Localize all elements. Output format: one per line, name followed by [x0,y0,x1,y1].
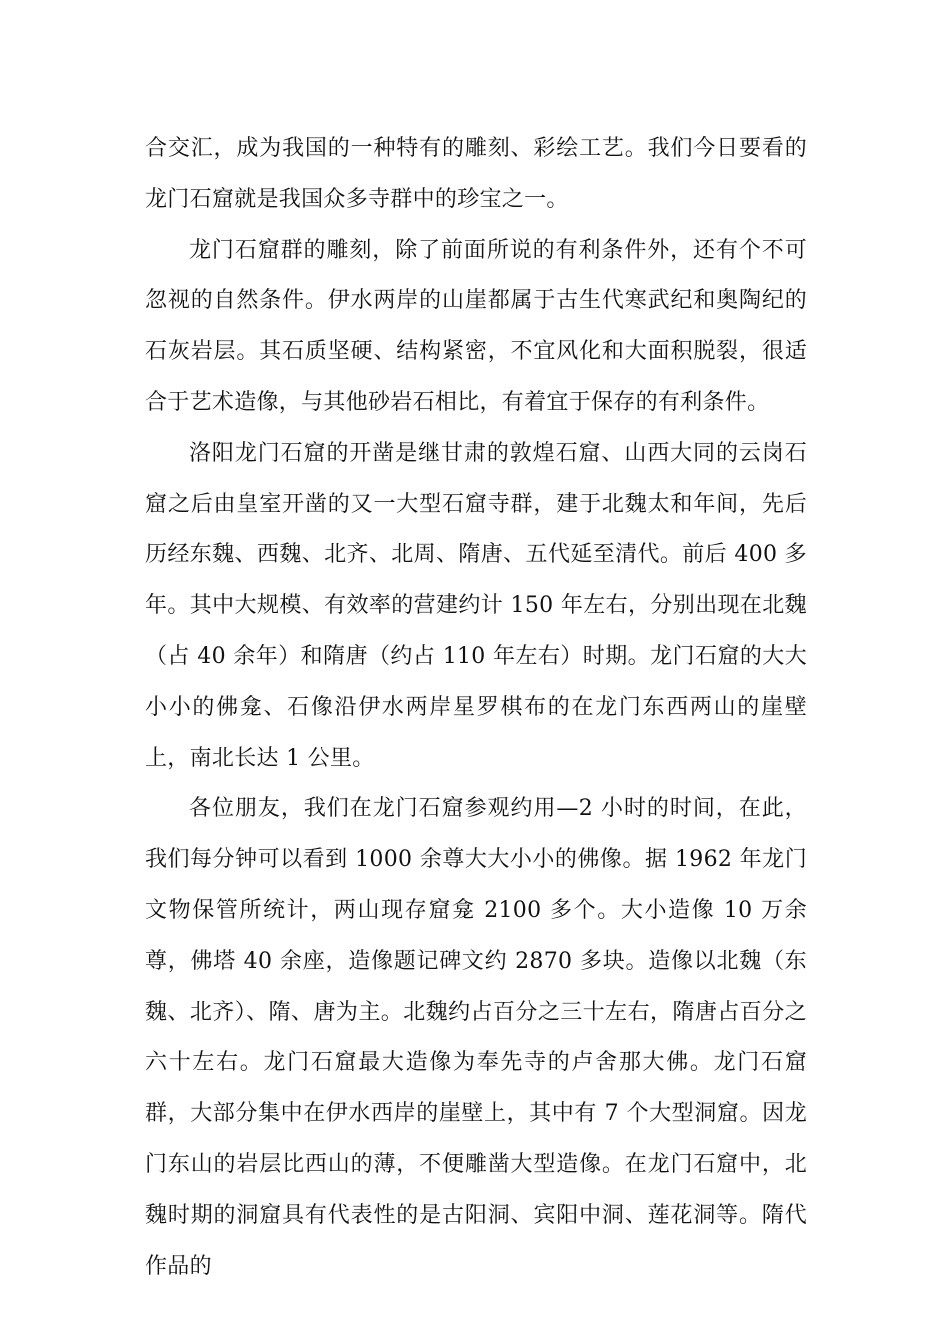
paragraph-continued: 合交汇，成为我国的一种特有的雕刻、彩绘工艺。我们今日要看的龙门石窟就是我国众多寺群中的珍宝之一。 [145,136,807,212]
paragraph-statistics: 各位朋友，我们在龙门石窟参观约用—2 小时的时间，在此，我们每分钟可以看到 1000 余尊大大小小的佛像。据 1962 年龙门文物保管所统计，两山现存窟龛 2100 多个。大小造像 10 万余尊，佛塔 40 余座，造像题记碑文约 2870 多块。造像以北魏（东魏、北齐）、隋、唐为主。北魏约占百分之三十左右，隋唐占百分之六十左右。龙门石窟最大造像为奉先寺的卢舍那大佛。龙门石窟群，大部分集中在伊水西岸的崖壁上，其中有 7 个大型洞窟。因龙门东山的岩层比西山的薄，不便雕凿大型造像。在龙门石窟中，北魏时期的洞窟具有代表性的是古阳洞、宾阳中洞、莲花洞等。隋代作品的 [145,796,807,1279]
paragraph-natural-conditions: 龙门石窟群的雕刻，除了前面所说的有利条件外，还有个不可忽视的自然条件。伊水两岸的山崖都属于古生代寒武纪和奥陶纪的石灰岩层。其石质坚硬、结构紧密，不宜风化和大面积脱裂，很适合于艺术造像，与其他砂岩石相比，有着宜于保存的有利条件。 [145,237,807,415]
paragraph-history: 洛阳龙门石窟的开凿是继甘肃的敦煌石窟、山西大同的云岗石窟之后由皇室开凿的又一大型石窟寺群，建于北魏太和年间，先后历经东魏、西魏、北齐、北周、隋唐、五代延至清代。前后 400 多年。其中大规模、有效率的营建约计 150 年左右，分别出现在北魏（占 40 余年）和隋唐（约占 110 年左右）时期。龙门石窟的大大小小的佛龛、石像沿伊水两岸星罗棋布的在龙门东西两山的崖壁上，南北长达 1 公里。 [145,440,807,771]
document-page [145,124,807,1292]
